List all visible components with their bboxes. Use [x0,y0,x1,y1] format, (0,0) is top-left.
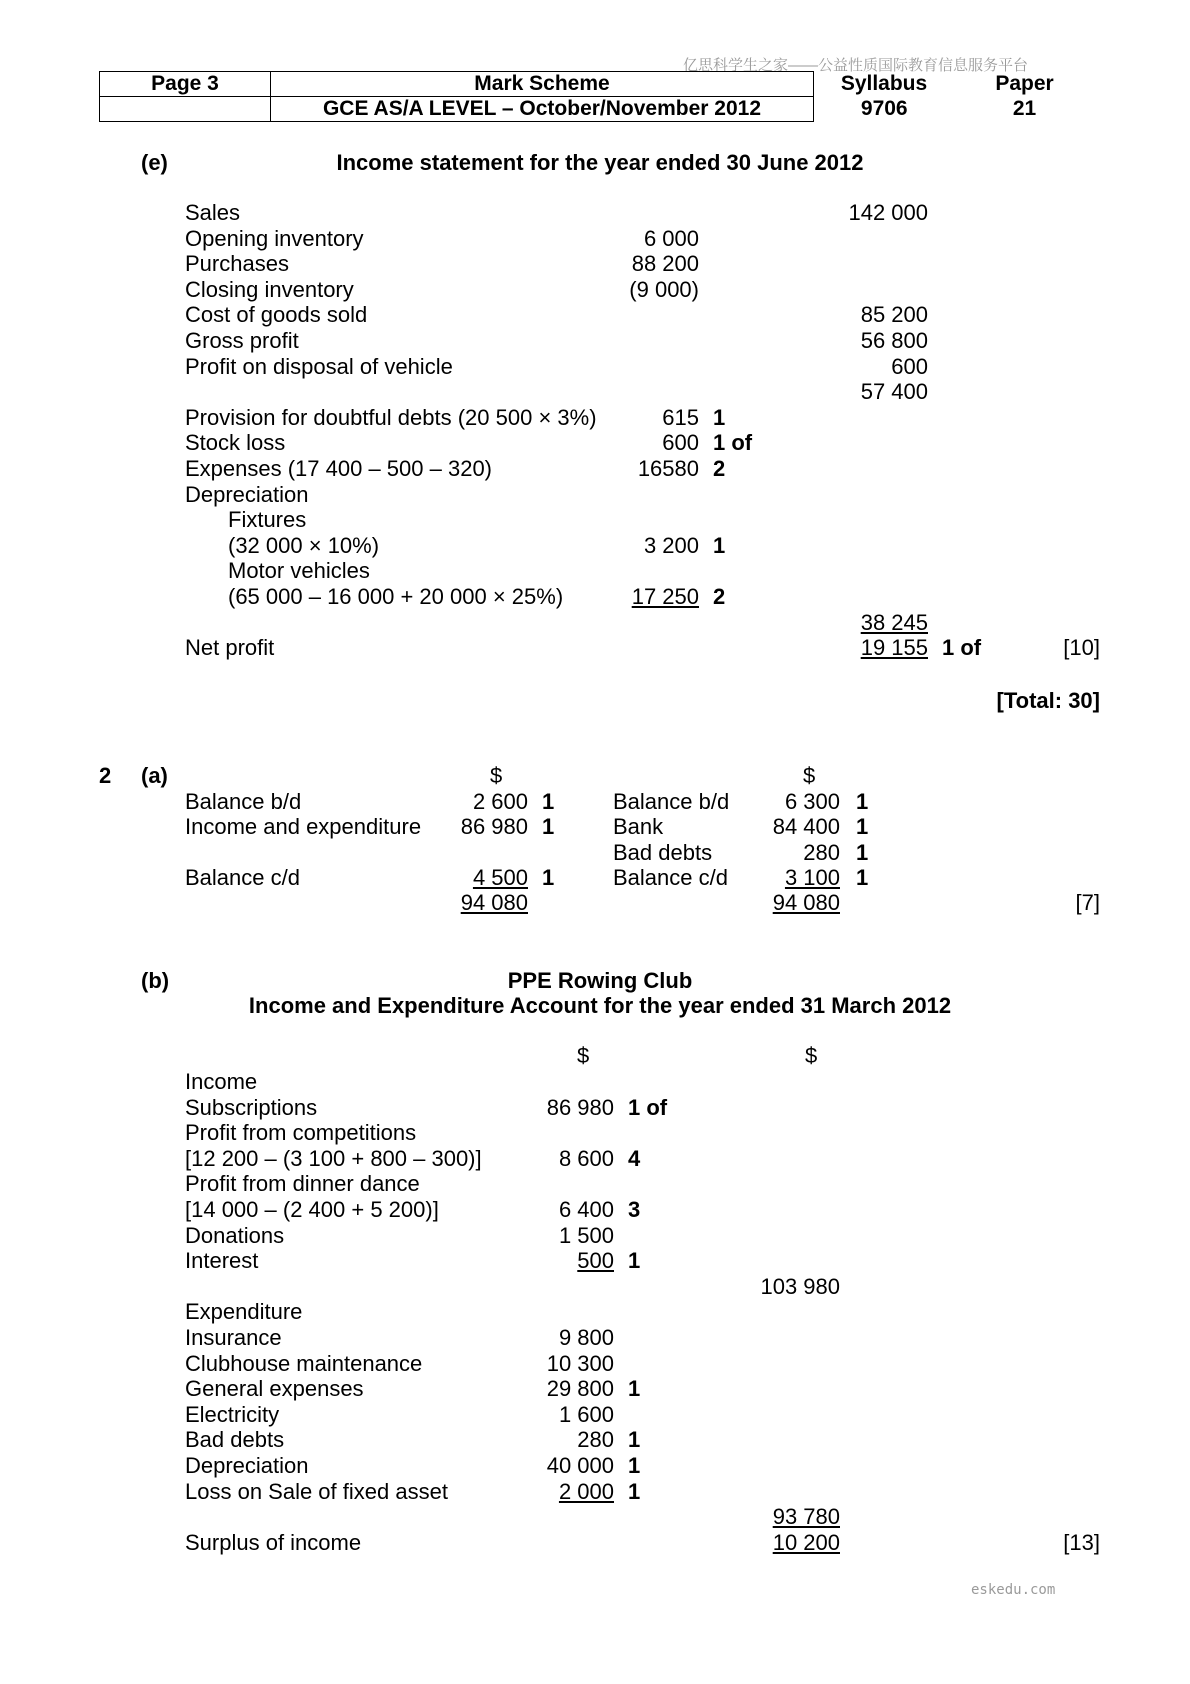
q2a-right-total: 94 080 [772,890,840,915]
q2b-row-mark: 1 of [628,1095,668,1120]
q2b-row-total: 10 200 [772,1530,840,1555]
header-page: Page 3 [100,72,271,97]
q2a-debit-label: Balance c/d [185,865,300,890]
q2-number: 2 [99,763,112,788]
q2b-row-amount: 2 000 [558,1479,614,1504]
q2b-row-amount: 29 800 [546,1376,614,1401]
q2b-row-amount: 1 500 [558,1223,614,1248]
q1e-label: (e) [141,150,168,175]
q1e-row-mark: 1 [713,533,726,558]
q1e-row-amount: (9 000) [629,277,699,302]
q1e-row-total: 19 155 [860,635,928,660]
q1e-row-mark: 2 [713,456,726,481]
q1e-row-label: Profit on disposal of vehicle [185,354,453,379]
q2b-row-mark: 1 [628,1453,641,1478]
q2b-row-amount: 9 800 [558,1325,614,1350]
q2b-row-total: 103 980 [760,1274,840,1299]
q1e-row-label: Opening inventory [185,226,364,251]
q2a-credit-label: Bad debts [613,840,713,865]
header-page-blank [100,97,271,122]
q2a-credit-label: Bank [613,814,664,839]
q2b-row-label: General expenses [185,1376,364,1401]
q2b-row-mark: 3 [628,1197,641,1222]
q2b-row-amount: 10 300 [546,1351,614,1376]
q2b-row-amount: 40 000 [546,1453,614,1478]
q2a-credit-mark: 1 [856,789,869,814]
q1e-row-label: Gross profit [185,328,299,353]
q2a-credit-mark: 1 [856,840,869,865]
q2b-row-label: Clubhouse maintenance [185,1351,423,1376]
q2b-row-mark: 1 [628,1376,641,1401]
q1e-row-mark: 1 of [713,430,753,455]
q1e-row-label: Closing inventory [185,277,354,302]
q1e-title: Income statement for the year ended 30 June 2012 [336,150,864,175]
q2b-row-label: Electricity [185,1402,280,1427]
q2b-row-mark: 1 [628,1427,641,1452]
q2a-credit-mark: 1 [856,814,869,839]
q2b-row-mark: 4 [628,1146,641,1171]
header-syllabus-label: Syllabus [840,72,928,95]
q2a-debit-amount: 86 980 [460,814,528,839]
watermark-bottom: eskedu.com [971,1582,1056,1598]
q1e-row-label: Sales [185,200,241,225]
header-doc: Mark Scheme [271,72,814,97]
q2b-row-label: Bad debts [185,1427,285,1452]
q2a-debit-amount: 2 600 [472,789,528,814]
q1e-row-label: Provision for doubtful debts (20 500 × 3%) [185,405,597,430]
q2a-debit-label: Income and expenditure [185,814,422,839]
q2b-row-amount: 280 [577,1427,614,1452]
q1e-row-label: Expenses (17 400 – 500 – 320) [185,456,493,481]
q1e-row-total: 85 200 [860,302,928,327]
q1e-row-label: (32 000 × 10%) [228,533,380,558]
q2a-credit-label: Balance b/d [613,789,730,814]
q2a-right-dollar: $ [803,763,816,788]
q1e-row-label: Motor vehicles [228,558,370,583]
q2a-label: (a) [141,763,168,788]
q2b-row-label: Surplus of income [185,1530,362,1555]
q1e-row-amount: 16580 [637,456,699,481]
q2b-row-label: Interest [185,1248,259,1273]
q2b-label: (b) [141,968,170,993]
header-syllabus: 9706 [860,97,908,120]
q2b-title-account: Income and Expenditure Account for the year ended 31 March 2012 [248,993,952,1018]
q1e-row-label: Depreciation [185,482,309,507]
q2a-credit-amount: 84 400 [772,814,840,839]
q2a-credit-mark: 1 [856,865,869,890]
q1e-row-mark: 1 [713,405,726,430]
q1e-row-total-mark: 1 of [942,635,982,660]
q1e-marks: [10] [1063,635,1100,660]
q1e-row-label: Stock loss [185,430,286,455]
q2b-title-club: PPE Rowing Club [507,968,693,993]
header-paper: 21 [1012,97,1037,120]
q2a-credit-amount: 6 300 [784,789,840,814]
q1e-row-amount: 88 200 [631,251,699,276]
header-table [99,71,1095,122]
q1e-row-label: Purchases [185,251,289,276]
q2a-left-dollar: $ [490,763,503,788]
q1e-row-amount: 615 [662,405,699,430]
q1e-row-total: 38 245 [860,610,928,635]
q1e-row-total: 56 800 [860,328,928,353]
q1e-row-amount: 3 200 [643,533,699,558]
q1e-row-mark: 2 [713,584,726,609]
q2a-debit-amount: 4 500 [472,865,528,890]
q2b-marks: [13] [1063,1530,1100,1555]
q1e-row-amount: 600 [662,430,699,455]
q2b-row-total: 93 780 [772,1504,840,1529]
q2b-row-amount: 1 600 [558,1402,614,1427]
q2b-row-label: Profit from competitions [185,1120,417,1145]
q1e-row-label: Net profit [185,635,275,660]
q2b-row-label: Profit from dinner dance [185,1171,420,1196]
q2a-left-total: 94 080 [460,890,528,915]
q1e-row-label: Fixtures [228,507,307,532]
q2b-row-amount: 500 [577,1248,614,1273]
q2b-row-mark: 1 [628,1248,641,1273]
q1e-row-label: (65 000 – 16 000 + 20 000 × 25%) [228,584,564,609]
q2b-col2-dollar: $ [577,1043,590,1068]
q2b-row-label: [14 000 – (2 400 + 5 200)] [185,1197,439,1222]
q1-grand-total: [Total: 30] [996,688,1100,713]
q2b-row-label: Loss on Sale of fixed asset [185,1479,448,1504]
q1e-row-label: Cost of goods sold [185,302,368,327]
q2b-row-label: Expenditure [185,1299,303,1324]
q2a-credit-amount: 280 [803,840,840,865]
q1e-row-amount: 17 250 [631,584,699,609]
watermark-top: 亿思科学生之家——公益性质国际教育信息服务平台 [683,57,1029,74]
q1e-row-total: 600 [891,354,928,379]
header-exam: GCE AS/A LEVEL – October/November 2012 [271,97,814,122]
q2b-row-label: Insurance [185,1325,282,1350]
q2b-row-amount: 8 600 [558,1146,614,1171]
q2a-debit-mark: 1 [542,789,555,814]
q2b-row-mark: 1 [628,1479,641,1504]
q2b-row-label: Income [185,1069,258,1094]
q1e-row-total: 57 400 [860,379,928,404]
header-paper-label: Paper [995,72,1054,95]
q2b-row-label: [12 200 – (3 100 + 800 – 300)] [185,1146,482,1171]
q2b-row-label: Depreciation [185,1453,309,1478]
q2a-credit-label: Balance c/d [613,865,728,890]
q2a-debit-label: Balance b/d [185,789,302,814]
q2b-col3-dollar: $ [805,1043,818,1068]
q2a-debit-mark: 1 [542,865,555,890]
q2b-row-label: Subscriptions [185,1095,318,1120]
q2a-marks: [7] [1075,890,1100,915]
q2b-row-label: Donations [185,1223,285,1248]
q2a-credit-amount: 3 100 [784,865,840,890]
q2b-row-amount: 6 400 [558,1197,614,1222]
q2a-debit-mark: 1 [542,814,555,839]
q1e-row-total: 142 000 [848,200,928,225]
q1e-row-amount: 6 000 [643,226,699,251]
q2b-row-amount: 86 980 [546,1095,614,1120]
